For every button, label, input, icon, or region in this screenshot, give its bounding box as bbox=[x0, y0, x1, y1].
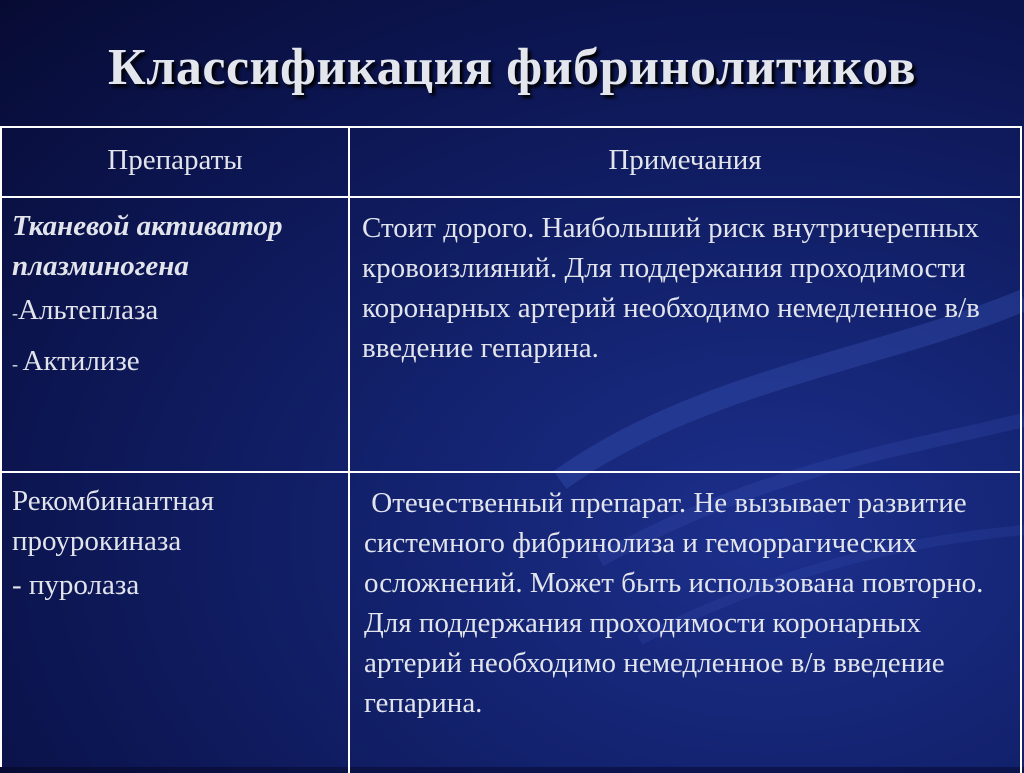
slide-title: Классификация фибринолитиков bbox=[108, 39, 916, 96]
row-1-note-cell: Стоит дорого. Наибольший риск внутричерепных кровоизлияний. Для поддержания проходимости коронарных артерий необходимо немедленное в/в введение гепарина. bbox=[350, 198, 1022, 473]
drug-item bbox=[12, 561, 338, 609]
drug-group-label: Тканевой активатор плазминогена bbox=[12, 210, 283, 282]
row-2-drug-cell bbox=[2, 473, 350, 773]
drug-name: Альтеплаза bbox=[18, 294, 159, 326]
list-dash: - bbox=[12, 354, 23, 374]
drug-name: - пуролаза bbox=[12, 569, 140, 601]
header-notes: Примечания bbox=[350, 128, 1022, 198]
row-1-drug-cell bbox=[2, 198, 350, 473]
drug-item bbox=[12, 337, 338, 388]
list-dash: - bbox=[12, 303, 18, 323]
drug-group-label: Рекомбинантная проурокиназа bbox=[12, 485, 215, 557]
row-2-note-cell: Отечественный препарат. Не вызывает развитие системного фибринолиза и геморрагических осложнений. Может быть использована повторно. Для поддержания проходимости коронарных артерий необходимо немедленное в/в введение гепарина. bbox=[350, 473, 1022, 773]
classification-table bbox=[0, 126, 1022, 767]
drug-name: Актилизе bbox=[22, 345, 140, 377]
header-drugs: Препараты bbox=[2, 128, 350, 198]
drug-item bbox=[12, 286, 338, 337]
